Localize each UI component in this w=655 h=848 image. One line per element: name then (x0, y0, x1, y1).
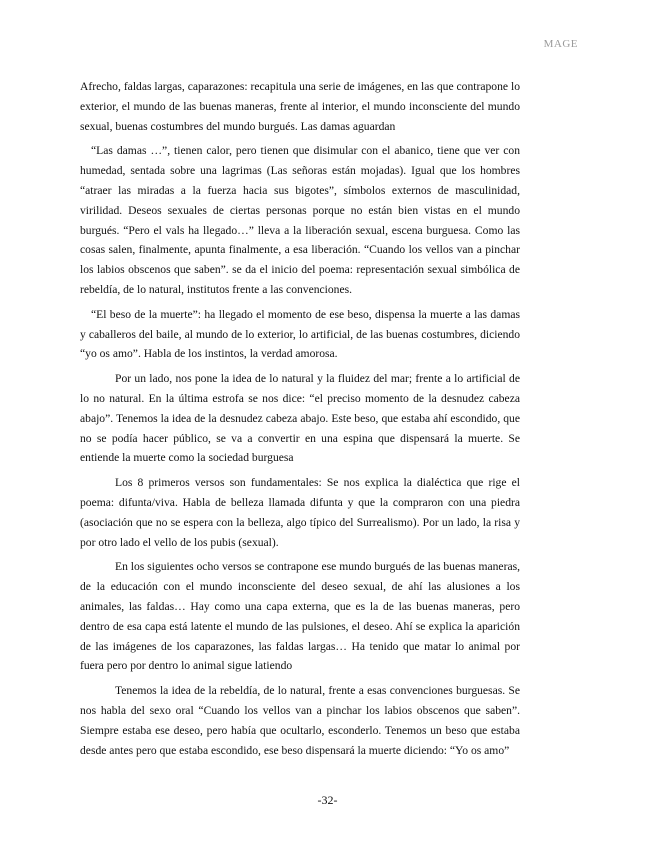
page-number: -32- (317, 793, 338, 807)
paragraph: En los siguientes ocho versos se contrapone ese mundo burgués de las buenas maneras, de la educación con el mundo inconsciente del deseo sexual, de ahí las alusiones a los animales, las faldas… Hay como una capa externa, que es la de las buenas maneras, pero dentro de esa capa está latente el mundo de las pulsiones, el deseo. Ahí se explica la aparición de las imágenes de los caparazones, las faldas largas… Ha tenido que matar lo animal por fuera pero por dentro lo animal sigue latiendo (80, 560, 520, 673)
page-body (80, 77, 520, 765)
paragraph: “El beso de la muerte”: ha llegado el momento de ese beso, dispensa la muerte a las damas y caballeros del baile, al mundo de lo exterior, lo artificial, de las buenas costumbres, diciendo “yo os amo”. Habla de los instintos, la verdad amorosa. (80, 307, 520, 361)
paragraph: Tenemos la idea de la rebeldía, de lo natural, frente a esas convenciones burguesas. Se nos habla del sexo oral “Cuando los vellos van a pinchar los labios obscenos que saben”. Siempre estaba ese deseo, pero había que ocultarlo, esconderlo. Tenemos un beso que estaba desde antes pero que estaba escondido, ese beso dispensará la muerte diciendo: “Yo os amo” (80, 684, 520, 757)
paragraph: Afrecho, faldas largas, caparazones: recapitula una serie de imágenes, en las que contrapone lo exterior, el mundo de las buenas maneras, frente al interior, el mundo inconsciente del mundo sexual, buenas costumbres del mundo burgués. Las damas aguardan (80, 80, 520, 133)
running-header: MAGE (543, 38, 578, 50)
paragraph: Los 8 primeros versos son fundamentales: Se nos explica la dialéctica que rige el poema: difunta/viva. Habla de belleza llamada difunta y que la compraron con una piedra (asociación que no se espera con la belleza, algo típico del Surrealismo). Por un lado, la risa y por otro lado el vello de los pubis (sexual). (80, 476, 520, 549)
paragraph: Por un lado, nos pone la idea de lo natural y la fluidez del mar; frente a lo artificial de lo no natural. En la última estrofa se nos dice: “el preciso momento de la desnudez cabeza abajo”. Tenemos la idea de la desnudez cabeza abajo. Este beso, que estaba ahí escondido, que no se podía hacer público, se va a convertir en una espina que dispensará la muerte. Se entiende la muerte como la sociedad burguesa (80, 372, 520, 465)
paragraph: “Las damas …”, tienen calor, pero tienen que disimular con el abanico, tiene que ver con humedad, sentada sobre una lagrimas (Las señoras están mojadas). Igual que los hombres “atraer las miradas a la fuerza hacia sus bigotes”, símbolos externos de masculinidad, virilidad. Deseos sexuales de ciertas personas porque no están bien vistas en el mundo burgués. “Pero el vals ha llegado…” lleva a la liberación sexual, escena burguesa. Como las cosas salen, finalmente, apunta finalmente, a esa liberación. “Cuando los vellos van a pinchar los labios obscenos que saben”. se da el inicio del poema: representación sexual simbólica de rebeldía, de lo natural, institutos frente a las convenciones. (80, 144, 520, 296)
